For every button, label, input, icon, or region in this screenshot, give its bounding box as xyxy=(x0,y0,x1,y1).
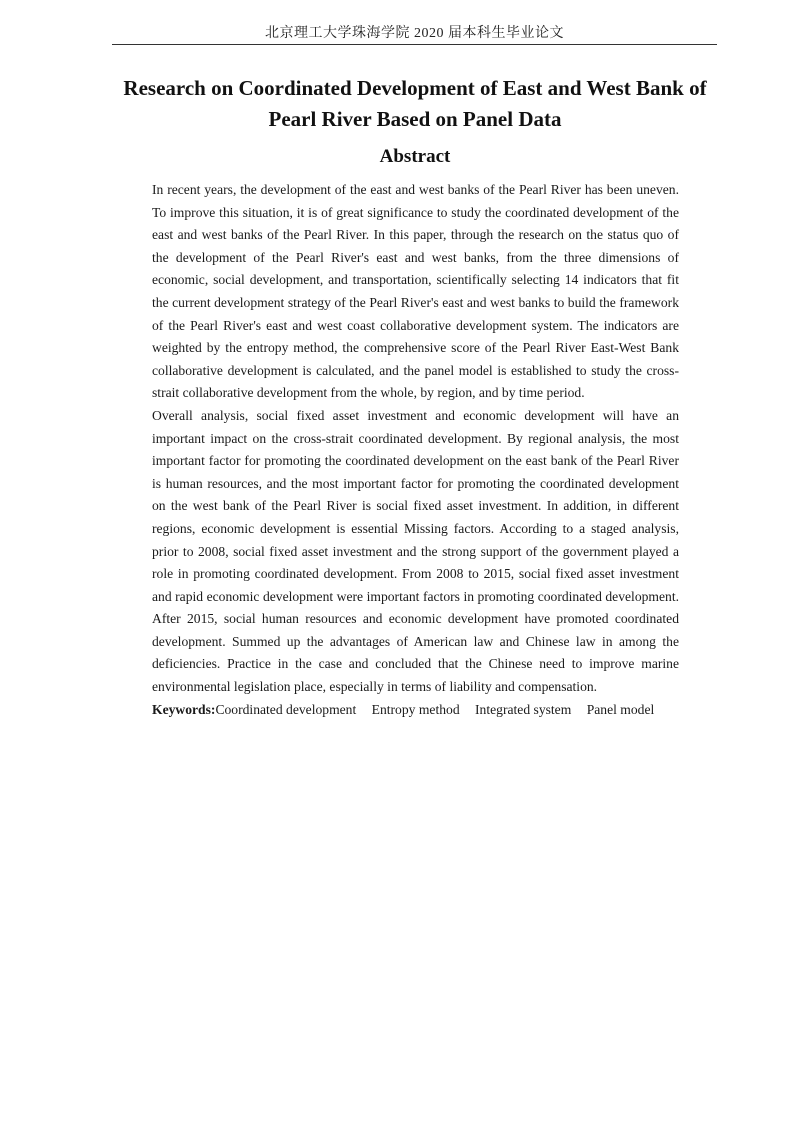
header-rule xyxy=(112,44,717,45)
keyword-item: Entropy method xyxy=(371,701,460,717)
paper-title-line-1: Research on Coordinated Development of East and West Bank of xyxy=(123,76,707,100)
abstract-body xyxy=(152,179,679,721)
keywords-label: Keywords: xyxy=(152,701,216,717)
abstract-heading: Abstract xyxy=(379,146,451,167)
page-header: 北京理工大学珠海学院 2020 届本科生毕业论文 xyxy=(265,26,564,41)
paper-title-line-2: Pearl River Based on Panel Data xyxy=(268,107,562,131)
abstract-paragraph-2: Overall analysis, social fixed asset investment and economic development will have an important impact on the cross-strait coordinated development. By regional analysis, the most important factor for promoting the coordinated development on the east bank of the Pearl River is human resources, and the most important factor for promoting the coordinated development on the west bank of the Pearl River is social fixed asset investment. In addition, in different regions, economic development is essential Missing factors. According to a staged analysis, prior to 2008, social fixed asset investment and the strong support of the government played a role in promoting coordinated development. From 2008 to 2015, social fixed asset investment and rapid economic development were important factors in promoting coordinated development. After 2015, social human resources and economic development have promoted coordinated development. Summed up the advantages of American law and Chinese law in among the deficiencies. Practice in the case and concluded that the Chinese need to improve marine environmental legislation place, especially in terms of liability and compensation. xyxy=(152,407,679,695)
paper-title xyxy=(90,73,740,135)
abstract-paragraph-1: In recent years, the development of the east and west banks of the Pearl River has been uneven. To improve this situation, it is of great significance to study the coordinated development of the east and west banks of the Pearl River. In this paper, through the research on the status quo of the development of the Pearl River's east and west banks, from the three dimensions of economic, social development, and transportation, scientifically selecting 14 indicators that fit the current development strategy of the Pearl River's east and west banks to build the framework of the Pearl River's east and west coast collaborative development system. The indicators are weighted by the entropy method, the comprehensive score of the Pearl River East-West Bank collaborative development is calculated, and the panel model is established to study the cross-strait collaborative development from the whole, by region, and by time period. xyxy=(152,182,679,401)
keywords-line xyxy=(152,699,679,722)
keyword-item: Integrated system xyxy=(475,701,572,717)
keyword-item: Coordinated development xyxy=(215,701,357,717)
keyword-item: Panel model xyxy=(586,701,655,717)
